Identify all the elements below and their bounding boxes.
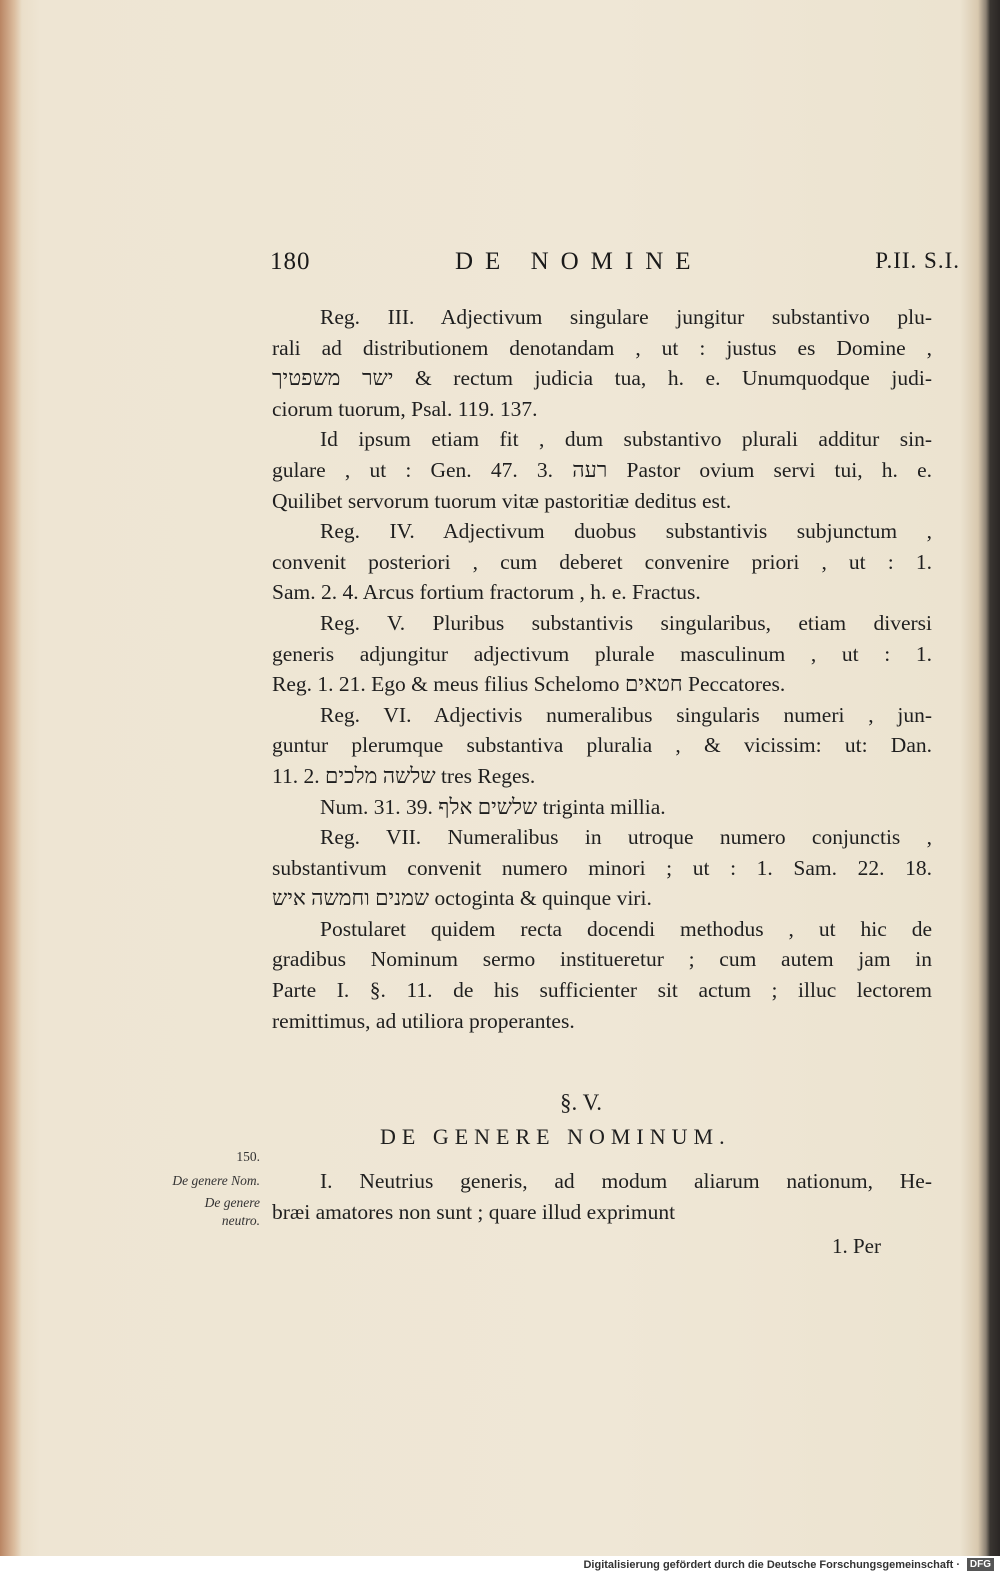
text-line: Reg. V. Pluribus substantivis singularibus, etiam diversi [320,610,932,635]
margin-number: 150. [236,1149,260,1164]
section-reference: P.II. S.I. [875,248,960,273]
text-line: bræi amatores non sunt ; quare illud exprimunt [272,1199,676,1224]
text-line: שמנים וחמשה איש octoginta & quinque viri. [272,886,652,911]
genus-paragraph [272,1166,932,1227]
paragraph-reg-vii [272,822,932,914]
text-line: Id ipsum etiam fit , dum substantivo plurali additur sin- [320,427,932,452]
page-edge-shadow [0,0,22,1556]
text-line: Reg. 1. 21. Ego & meus filius Schelomo חטאים Peccatores. [272,672,786,697]
text-line: Parte I. §. 11. de his sufficienter sit actum ; illuc lectorem [272,978,932,1003]
text-line: ciorum tuorum, Psal. 119. 137. [272,396,538,421]
text-line: rali ad distributionem denotandam , ut : justus es Domine , [272,335,932,360]
paragraph-id-ipsum [272,424,932,516]
section-mark: §. V. [560,1090,602,1115]
text-line: convenit posteriori , cum deberet convenire priori , ut : 1. [272,549,932,574]
margin-note-genere-nom: De genere Nom. [172,1173,260,1188]
text-line: gulare , ut : Gen. 47. 3. רעה Pastor ovium servi tui, h. e. [272,457,932,482]
text-line: Reg. III. Adjectivum singulare jungitur substantivo plu- [320,305,932,329]
text-line: substantivum convenit numero minori ; ut : 1. Sam. 22. 18. [272,855,932,880]
paragraph-reg-v [272,608,932,700]
dfg-logo: DFG [967,1558,994,1571]
paragraph-reg-iv [272,516,932,608]
margin-notes [170,1148,260,1230]
text-line: remittimus, ad utiliora properantes. [272,1008,575,1033]
text-line: Num. 31. 39. שלשים אלף triginta millia. [320,794,666,819]
text-line: 11. 2. שלשה מלכים tres Reges. [272,763,536,788]
paragraph-postularet [272,914,932,1036]
margin-note-genere-neutro: De genere neutro. [204,1195,260,1228]
text-line: Reg. VII. Numeralibus in utroque numero conjunctis , [320,825,932,850]
running-title: DE NOMINE [455,248,703,275]
text-line: generis adjungitur adjectivum plurale masculinum , ut : 1. [272,641,932,666]
catchword: 1. Per [832,1234,881,1258]
footer-bar [0,1556,1000,1578]
text-line: Sam. 2. 4. Arcus fortium fractorum , h. e. Fractus. [272,580,701,605]
text-line: gradibus Nominum sermo institueretur ; cum autem jam in [272,947,932,972]
text-line: Reg. IV. Adjectivum duobus substantivis subjunctum , [320,519,932,544]
main-text [272,302,932,1036]
running-header [270,248,960,288]
text-line: Reg. VI. Adjectivis numeralibus singularis numeri , jun- [320,702,932,727]
text-line: guntur plerumque substantiva pluralia , & vicissim: ut: Dan. [272,733,932,758]
paragraph-num [272,792,932,823]
text-line: Quilibet servorum tuorum vitæ pastoritiæ deditus est. [272,488,732,513]
section-title: DE GENERE NOMINUM. [380,1124,731,1149]
paragraph-reg-iii [272,302,932,424]
page-number: 180 [270,248,311,275]
text-line: I. Neutrius generis, ad modum aliarum nationum, He- [320,1169,932,1193]
text-line: ישר משפטיך & rectum judicia tua, h. e. Unumquodque judi- [272,366,932,391]
text-line: Postularet quidem recta docendi methodus , ut hic de [320,916,932,941]
paragraph-reg-vi [272,700,932,792]
footer-credit: Digitalisierung gefördert durch die Deutsche Forschungsgemeinschaft · [583,1559,960,1571]
